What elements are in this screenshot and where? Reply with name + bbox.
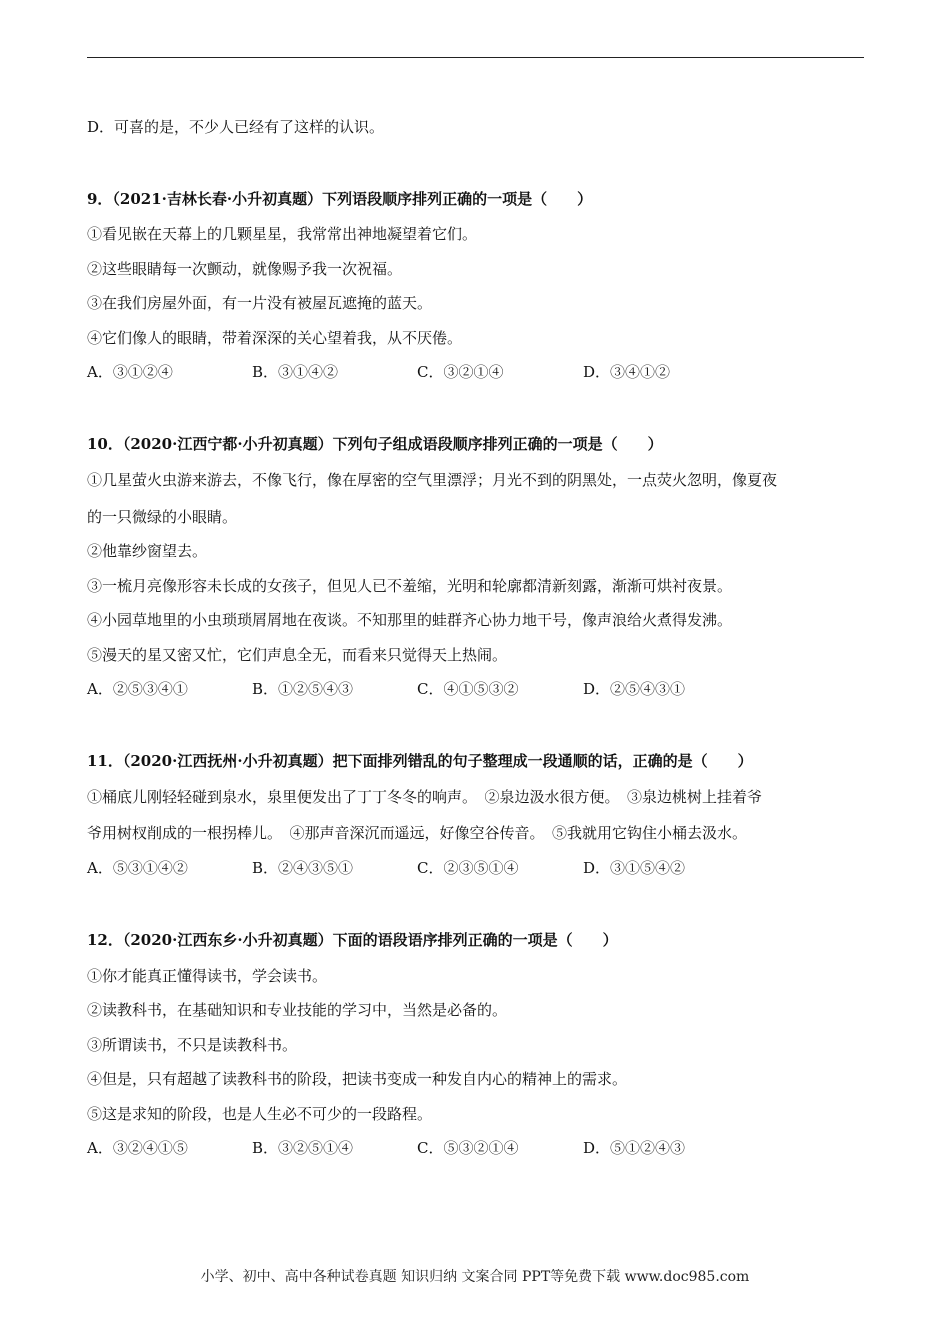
question-12-line-2: ②读教科书，在基础知识和专业技能的学习中，当然是必备的。: [87, 1001, 508, 1019]
question-12-line-3: ③所谓读书，不只是读教科书。: [87, 1036, 298, 1054]
question-10-option-b: B．①②⑤④③: [252, 680, 354, 698]
question-9-option-b: B．③①④②: [252, 363, 339, 381]
question-11-title: 11．（2020·江西抚州·小升初真题）把下面排列错乱的句子整理成一段通顺的话，正确的是（ ）: [87, 752, 753, 770]
question-10-line-4: ③一梳月亮像形容未长成的女孩子，但见人已不羞缩，光明和轮廓都清新刻露，渐渐可烘衬夜景。: [87, 577, 733, 595]
question-10-option-d: D．②⑤④③①: [583, 680, 686, 698]
question-12-title: 12．（2020·江西东乡·小升初真题）下面的语段语序排列正确的一项是（ ）: [87, 931, 618, 949]
question-10-option-c: C．④①⑤③②: [417, 680, 519, 698]
question-9-option-d: D．③④①②: [583, 363, 671, 381]
question-10-line-3: ②他靠纱窗望去。: [87, 542, 208, 560]
question-10-line-2: 的一只微绿的小眼睛。: [87, 508, 238, 526]
question-9-line-2: ②这些眼睛每一次颤动，就像赐予我一次祝福。: [87, 260, 403, 278]
question-12-option-c: C．⑤③②①④: [417, 1139, 519, 1157]
question-9-title: 9．（2021·吉林长春·小升初真题）下列语段顺序排列正确的一项是（ ）: [87, 190, 593, 208]
question-10-option-a: A．②⑤③④①: [87, 680, 188, 698]
question-12-option-d: D．⑤①②④③: [583, 1139, 686, 1157]
question-10-line-5: ④小园草地里的小虫琐琐屑屑地在夜谈。不知那里的蛙群齐心协力地干号，像声浪给火煮得发沸。: [87, 611, 733, 629]
question-9-line-1: ①看见嵌在天幕上的几颗星星，我常常出神地凝望着它们。: [87, 225, 478, 243]
prev-option-d: D．可喜的是，不少人已经有了这样的认识。: [87, 118, 385, 136]
question-11-line-1: ①桶底儿刚轻轻碰到泉水，泉里便发出了丁丁冬冬的响声。 ②泉边汲水很方便。 ③泉边桃树上挂着爷: [87, 788, 763, 806]
question-12-option-b: B．③②⑤①④: [252, 1139, 354, 1157]
question-11-option-a: A．⑤③①④②: [87, 859, 188, 877]
question-12-line-4: ④但是，只有超越了读教科书的阶段，把读书变成一种发自内心的精神上的需求。: [87, 1070, 628, 1088]
question-11-option-b: B．②④③⑤①: [252, 859, 354, 877]
header-rule: [87, 57, 864, 58]
question-10-line-1: ①几星萤火虫游来游去，不像飞行，像在厚密的空气里漂浮；月光不到的阴黑处，一点荧火忽明，像夏夜: [87, 471, 778, 489]
question-10-title: 10．（2020·江西宁都·小升初真题）下列句子组成语段顺序排列正确的一项是（ ）: [87, 435, 663, 453]
question-12-line-1: ①你才能真正懂得读书，学会读书。: [87, 967, 328, 985]
question-9-line-3: ③在我们房屋外面，有一片没有被屋瓦遮掩的蓝天。: [87, 294, 433, 312]
question-11-option-c: C．②③⑤①④: [417, 859, 519, 877]
page-footer: 小学、初中、高中各种试卷真题 知识归纳 文案合同 PPT等免费下载 www.doc985.com: [200, 1269, 750, 1285]
question-11-line-2: 爷用树杈削成的一根拐棒儿。 ④那声音深沉而遥远，好像空谷传音。 ⑤我就用它钩住小桶去汲水。: [87, 824, 748, 842]
question-11-option-d: D．③①⑤④②: [583, 859, 686, 877]
question-9-option-c: C．③②①④: [417, 363, 504, 381]
question-9-option-a: A．③①②④: [87, 363, 173, 381]
question-10-line-6: ⑤漫天的星又密又忙，它们声息全无，而看来只觉得天上热闹。: [87, 646, 508, 664]
question-9-line-4: ④它们像人的眼睛，带着深深的关心望着我，从不厌倦。: [87, 329, 463, 347]
question-12-option-a: A．③②④①⑤: [87, 1139, 188, 1157]
question-12-line-5: ⑤这是求知的阶段，也是人生必不可少的一段路程。: [87, 1105, 433, 1123]
